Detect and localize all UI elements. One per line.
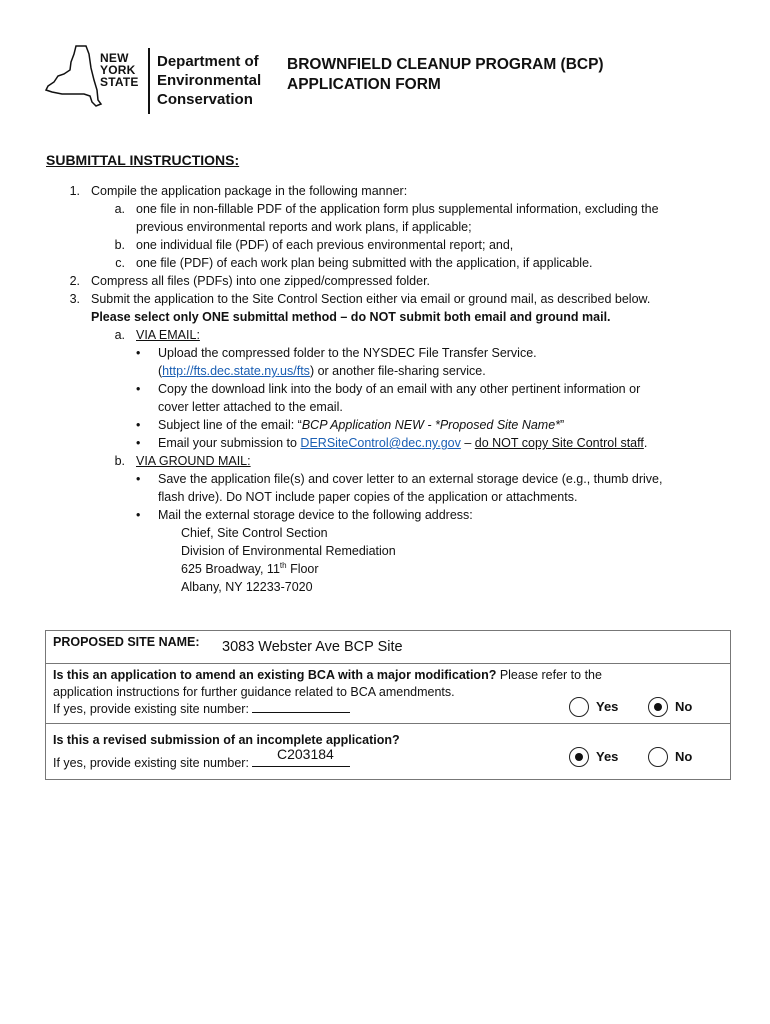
email-bullet-2-line-1: • Copy the download link into the body of an email with any other pertinent information or: [158, 380, 640, 398]
do-not-copy-note: do NOT copy Site Control staff: [474, 436, 644, 450]
department-wordmark: [157, 52, 261, 109]
q1-line-3: [53, 701, 350, 718]
q1-no-selected-dot: [654, 703, 662, 711]
substep-c-label: c.: [115, 256, 125, 270]
q2-question: Is this a revised submission of an incomplete application?: [53, 733, 400, 747]
step-1-text: Compile the application package in the following manner:: [91, 184, 408, 198]
email-submission-prefix: Email your submission to: [158, 436, 301, 450]
q2-yes-radio[interactable]: [569, 747, 589, 767]
row-divider-2: [46, 723, 730, 724]
mail-bullet-1-line-1: • Save the application file(s) and cover letter to an external storage device (e.g., thumb drive,: [158, 470, 662, 488]
new-york-state-wordmark: [100, 52, 139, 88]
email-bullet-4: [158, 434, 647, 452]
mail-bullet-2: • Mail the external storage device to the following address:: [158, 506, 473, 524]
form-title: [287, 55, 604, 95]
q1-no-radio[interactable]: [648, 697, 668, 717]
subject-prefix: Subject line of the email: “: [158, 418, 302, 432]
email-bullet-1-line-2: [158, 362, 486, 380]
q2-no-radio[interactable]: [648, 747, 668, 767]
submittal-instructions-heading: SUBMITTAL INSTRUCTIONS:: [46, 152, 240, 168]
step-number-2: 2.: [69, 274, 80, 288]
substep-a-line-2: previous environmental reports and work plans, if applicable;: [136, 220, 472, 234]
mail-bullet-1-line-2: flash drive). Do NOT include paper copies of the application or attachments.: [158, 490, 578, 504]
fts-link[interactable]: http://fts.dec.state.ny.us/fts: [162, 364, 310, 378]
address-floor: Floor: [286, 562, 319, 576]
q2-site-number-label: If yes, provide existing site number:: [53, 756, 249, 770]
proposed-site-name-field[interactable]: 3083 Webster Ave BCP Site: [222, 639, 403, 655]
form-title-line-1: BROWNFIELD CLEANUP PROGRAM (BCP): [287, 56, 604, 73]
step-number-1: 1.: [69, 184, 80, 198]
email-method-heading: VIA EMAIL:: [136, 328, 200, 342]
mail-method-label: b.: [114, 454, 125, 468]
q2-yes-selected-dot: [575, 753, 583, 761]
address-line-1: Chief, Site Control Section: [181, 526, 328, 540]
q2-no-label: No: [675, 749, 693, 764]
dept-line-1: Department of: [157, 53, 259, 70]
q1-note: Please refer to the: [496, 668, 602, 682]
form-title-line-2: APPLICATION FORM: [287, 76, 441, 93]
subject-line-example: BCP Application NEW - *Proposed Site Name*: [301, 418, 561, 432]
substep-a-label: a.: [114, 202, 125, 216]
fts-link-suffix: ) or another file-sharing service.: [309, 364, 486, 378]
new-york-state-map-icon: [44, 44, 104, 112]
q1-site-number-label: If yes, provide existing site number:: [53, 702, 249, 716]
subject-suffix: ”: [560, 418, 565, 432]
substep-b-label: b.: [114, 238, 125, 252]
email-bullet-3: [158, 416, 564, 434]
dash: –: [460, 436, 475, 450]
substep-a-line-1: one file in non-fillable PDF of the application form plus supplemental information, excluding the: [136, 202, 659, 216]
q1-yes-radio[interactable]: [569, 697, 589, 717]
logo-line-york: YORK: [100, 63, 136, 77]
ordinal-suffix: th: [279, 560, 287, 570]
q2-site-number-field[interactable]: C203184: [277, 746, 334, 762]
dept-line-2: Environmental: [157, 72, 262, 89]
mail-method-heading: VIA GROUND MAIL:: [136, 454, 251, 468]
q1-question: Is this an application to amend an existing BCA with a major modification?: [53, 668, 497, 682]
q1-line-2: application instructions for further guidance related to BCA amendments.: [53, 685, 455, 699]
nys-dec-logo: [44, 44, 278, 116]
q1-site-number-field[interactable]: [252, 712, 350, 713]
address-line-3: [181, 560, 319, 578]
q1-no-label: No: [675, 699, 693, 714]
application-form-table: [45, 630, 731, 780]
site-control-email-link[interactable]: DERSiteControl@dec.ny.gov: [300, 436, 461, 450]
q2-yes-label: Yes: [596, 749, 619, 764]
email-bullet-2-line-2: cover letter attached to the email.: [158, 400, 343, 414]
proposed-site-name-label: PROPOSED SITE NAME:: [53, 635, 200, 649]
step-3-warning: Please select only ONE submittal method – do NOT submit both email and ground mail.: [91, 310, 611, 324]
substep-c-text: one file (PDF) of each work plan being submitted with the application, if applicable.: [136, 256, 593, 270]
step-2-text: Compress all files (PDFs) into one zipped/compressed folder.: [91, 274, 431, 288]
dept-line-3: Conservation: [157, 91, 253, 108]
paren-open: (: [158, 364, 163, 378]
address-street: 625 Broadway, 11: [181, 562, 280, 576]
substep-b-text: one individual file (PDF) of each previous environmental report; and,: [136, 238, 514, 252]
email-bullet-1-line-1: • Upload the compressed folder to the NYSDEC File Transfer Service.: [158, 344, 537, 362]
address-line-2: Division of Environmental Remediation: [181, 544, 396, 558]
logo-line-new: NEW: [100, 51, 129, 65]
q1-line-1: [53, 667, 602, 684]
logo-line-state: STATE: [100, 75, 139, 89]
q1-yes-label: Yes: [596, 699, 619, 714]
step-number-3: 3.: [69, 292, 80, 306]
email-method-label: a.: [114, 328, 125, 342]
row-divider-1: [46, 663, 730, 664]
address-line-4: Albany, NY 12233-7020: [181, 580, 313, 594]
period: .: [643, 436, 648, 450]
step-3-text: Submit the application to the Site Control Section either via email or ground mail, as described below.: [91, 292, 651, 306]
logo-divider: [148, 48, 150, 114]
